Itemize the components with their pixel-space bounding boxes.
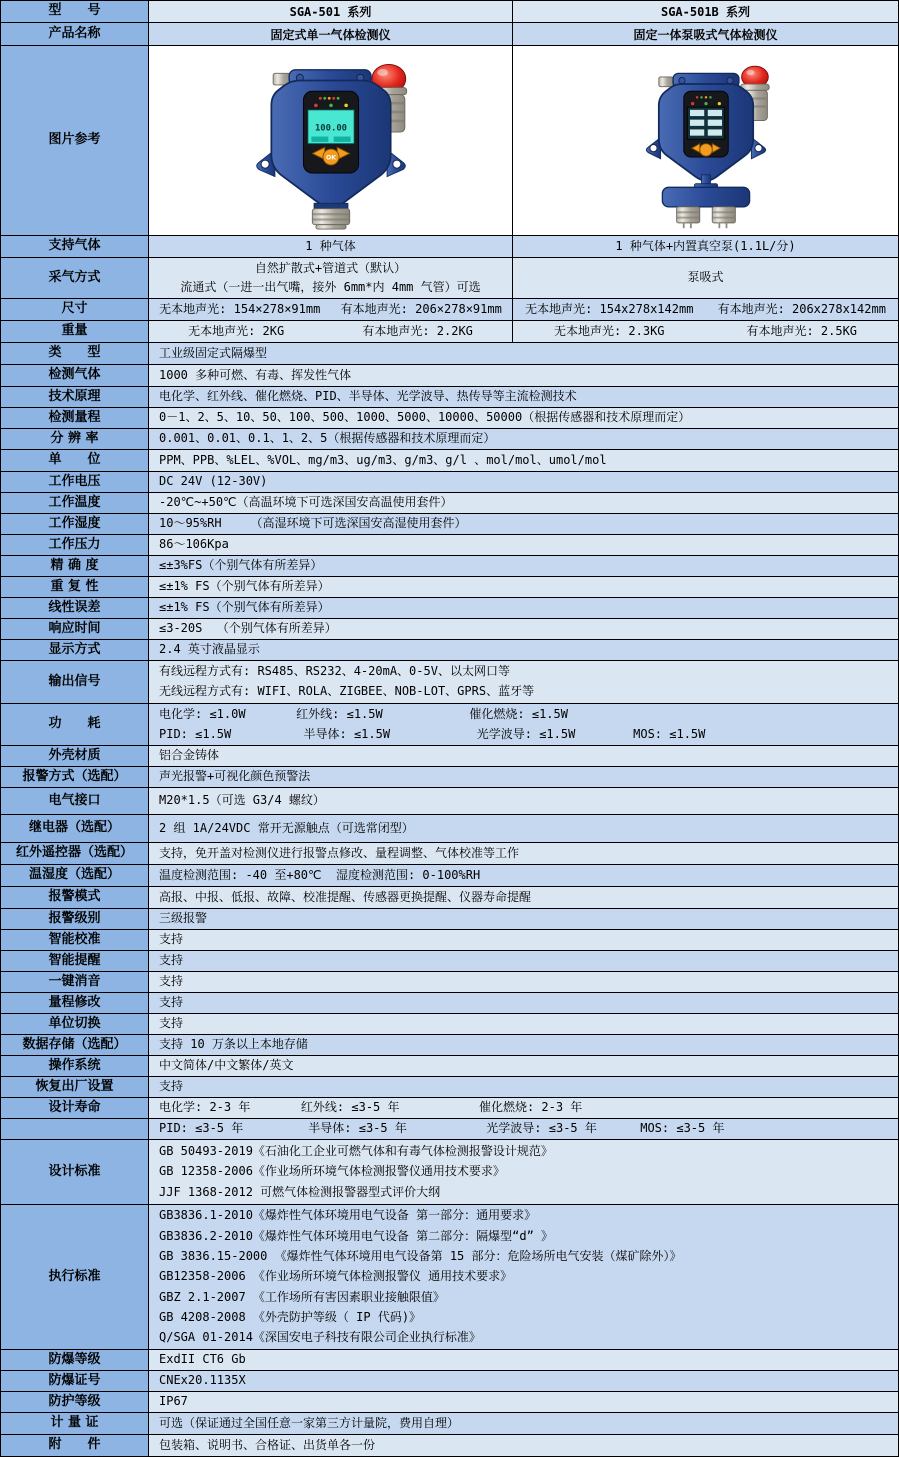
value-line: GB12358-2006 《作业场所环境气体检测报警仪 通用技术要求》 [159, 1269, 513, 1284]
spec-row-label: 工作湿度 [1, 514, 149, 534]
spec-row-label: 操作系统 [1, 1056, 149, 1076]
fault-led-icon [344, 103, 348, 107]
value-line: Q/SGA 01-2014《深国安电子科技有限公司企业执行标准》 [159, 1330, 481, 1345]
product-name-label: 产品名称 [1, 23, 149, 45]
value-line: 支持 [159, 995, 184, 1010]
pump-base [662, 187, 749, 207]
spec-row-label: 工作电压 [1, 472, 149, 492]
series2-value [512, 299, 898, 320]
value-line: DC 24V (12-30V) [159, 474, 268, 489]
spec-row-label: 执行标准 [1, 1205, 149, 1349]
spec-row-value [149, 704, 898, 745]
spec-row-value [149, 535, 898, 555]
spec-row-value [149, 514, 898, 534]
series1-value [149, 321, 512, 342]
spec-row [1, 365, 898, 387]
spec-row-value [149, 930, 898, 950]
value-line: GB 4208-2008 《外壳防护等级（ IP 代码)》 [159, 1309, 422, 1324]
spec-row [1, 619, 898, 640]
image-row-label: 图片参考 [1, 46, 149, 235]
value-line: ≤3-20S （个别气体有所差异） [159, 621, 337, 636]
value-line: GBZ 2.1-2007 《工作场所有害因素职业接触限值》 [159, 1289, 445, 1304]
spec-row-label: 报警模式 [1, 887, 149, 908]
spec-row-value [149, 843, 898, 864]
value-line: 铝合金铸体 [159, 748, 220, 763]
spec-row [1, 972, 898, 993]
value-segment: 无本地声光: 154x278x142mm [525, 301, 694, 316]
spec-row [1, 236, 898, 258]
spec-row [1, 865, 898, 887]
value-line: 10～95%RH （高湿环境下可选深国安高湿使用套件） [159, 516, 467, 531]
spec-row [1, 1140, 898, 1205]
value-line: IP67 [159, 1394, 188, 1409]
series2-value [512, 236, 898, 257]
spec-row-value [149, 909, 898, 929]
spec-row-value [149, 1098, 898, 1118]
display-panel [683, 91, 728, 157]
value-line: 支持 [159, 974, 184, 989]
spec-row-value [149, 746, 898, 766]
value-line: 声光报警+可视化颜色预警法 [159, 769, 311, 784]
value-line: 0－1、2、5、10、50、100、500、1000、5000、10000、50000（根据传感器和技术原理而定） [159, 410, 691, 425]
spec-row-value [149, 815, 898, 842]
spec-row [1, 930, 898, 951]
spec-row [1, 1350, 898, 1371]
spec-row [1, 321, 898, 343]
spec-row-label: 精 确 度 [1, 556, 149, 576]
value-line: 0.001、0.01、0.1、1、2、5（根据传感器和技术原理而定） [159, 431, 496, 446]
spec-row [1, 556, 898, 577]
value-line: GB3836.1-2010《爆炸性气体环境用电气设备 第一部分：通用要求》 [159, 1208, 537, 1223]
value-line: 电化学、红外线、催化燃烧、PID、半导体、光学波导、热传导等主流检测技术 [159, 389, 577, 404]
value-line: 可选（保证通过全国任意一家第三方计量院，费用自理） [159, 1415, 460, 1430]
spec-row-value [149, 1413, 898, 1434]
value-segment: 无本地声光: 2.3KG [553, 323, 665, 338]
spec-row [1, 951, 898, 972]
spec-row-label: 一键消音 [1, 972, 149, 992]
series2-value [512, 321, 898, 342]
spec-row-value [149, 1119, 898, 1139]
value-line: -20℃~+50℃（高温环境下可选深国安高温使用套件） [159, 495, 453, 510]
value-line: 流通式（一进一出气嘴，接外 6mm*内 4mm 气管）可选 [180, 279, 481, 294]
value-line: M20*1.5（可选 G3/4 螺纹） [159, 793, 325, 808]
spec-row [1, 429, 898, 450]
spec-row [1, 1014, 898, 1035]
spec-row [1, 767, 898, 788]
value-line: 泵吸式 [687, 270, 724, 285]
spec-row-label: 附 件 [1, 1435, 149, 1456]
spec-row [1, 408, 898, 429]
spec-row-value [149, 493, 898, 513]
spec-row-label: 单位切换 [1, 1014, 149, 1034]
value-line: 温度检测范围: -40 至+80℃ 湿度检测范围: 0-100%RH [159, 867, 481, 882]
spec-row-label: 尺寸 [1, 299, 149, 320]
spec-row [1, 493, 898, 514]
spec-row-label: 检测气体 [1, 365, 149, 386]
spec-row-value [149, 1392, 898, 1412]
spec-row-value [149, 640, 898, 660]
spec-row-value [149, 365, 898, 386]
value-segment: 无本地声光: 154×278×91mm [159, 301, 321, 316]
spec-row-label: 线性误差 [1, 598, 149, 618]
spec-row-value [149, 1350, 898, 1370]
spec-row [1, 598, 898, 619]
value-line: 三级报警 [159, 911, 208, 926]
series2-value [512, 258, 898, 298]
model-row [1, 1, 898, 23]
spec-row [1, 704, 898, 746]
spec-row-label: 智能校准 [1, 930, 149, 950]
value-line: 支持，免开盖对检测仪进行报警点修改、量程调整、气体校准等工作 [159, 845, 520, 860]
spec-row [1, 472, 898, 493]
spec-row-label: 继电器（选配） [1, 815, 149, 842]
power-led-icon [329, 103, 333, 107]
spec-row [1, 1371, 898, 1392]
spec-row-label: 支持气体 [1, 236, 149, 257]
model-row-label: 型 号 [1, 1, 149, 22]
spec-row [1, 1413, 898, 1435]
gas-detector-illustration [225, 52, 437, 230]
spec-row [1, 909, 898, 930]
spec-row-value [149, 343, 898, 364]
spec-row [1, 258, 898, 299]
value-segment: 有本地声光: 2.2KG [362, 323, 473, 338]
value-line: 无线远程方式有: WIFI、ROLA、ZIGBEE、NOB-LOT、GPRS、蓝牙等 [159, 684, 535, 699]
value-line: 包装箱、说明书、合格证、出货单各一份 [159, 1437, 376, 1452]
product-name-row [1, 23, 898, 46]
value-segment: 无本地声光: 2KG [188, 323, 285, 338]
spec-row [1, 1056, 898, 1077]
value-line: ExdII CT6 Gb [159, 1352, 246, 1367]
value-line [149, 323, 512, 340]
value-line: PID: ≤1.5W 半导体: ≤1.5W 光学波导: ≤1.5W MOS: ≤1.5W [159, 726, 706, 741]
series1-value [149, 299, 512, 320]
spec-row-label: 量程修改 [1, 993, 149, 1013]
value-line: 支持 10 万条以上本地存储 [159, 1037, 308, 1052]
spec-row-label: 显示方式 [1, 640, 149, 660]
cable-gland-icon [658, 76, 672, 86]
value-line: 2.4 英寸液晶显示 [159, 642, 260, 657]
spec-row-label: 工作温度 [1, 493, 149, 513]
spec-row-label: 重量 [1, 321, 149, 342]
spec-row-value [149, 1371, 898, 1391]
spec-row-value [149, 1056, 898, 1076]
spec-row-value [149, 450, 898, 471]
value-line [513, 323, 898, 340]
spec-row-label: 计 量 证 [1, 1413, 149, 1434]
spec-row-value [149, 1435, 898, 1456]
spec-row-value [149, 577, 898, 597]
value-line: GB 50493-2019《石油化工企业可燃气体和有毒气体检测报警设计规范》 [159, 1143, 553, 1158]
spec-row [1, 1392, 898, 1413]
spec-row-label: 数据存储（选配） [1, 1035, 149, 1055]
spec-row [1, 661, 898, 704]
value-line: PPM、PPB、%LEL、%VOL、mg/m3、ug/m3、g/m3、g/l 、mol/mol、umol/mol [159, 452, 607, 467]
spec-row-label: 单 位 [1, 450, 149, 471]
value-line: 2 组 1A/24VDC 常开无源触点（可选常闭型） [159, 820, 414, 835]
spec-row [1, 1119, 898, 1140]
value-line: 工业级固定式隔爆型 [159, 345, 268, 360]
spec-row-label: 智能提醒 [1, 951, 149, 971]
spec-row-value [149, 598, 898, 618]
spec-row [1, 387, 898, 408]
product-image-sga501 [149, 46, 512, 235]
spec-row-value [149, 556, 898, 576]
sensor-head-icon [676, 206, 699, 227]
spec-row-label: 温湿度（选配） [1, 865, 149, 886]
spec-row-label: 功 耗 [1, 704, 149, 745]
spec-row-label: 设计寿命 [1, 1098, 149, 1118]
spec-row [1, 788, 898, 815]
spec-row [1, 887, 898, 909]
image-row [1, 46, 898, 236]
spec-row-value [149, 1035, 898, 1055]
spec-row-value [149, 619, 898, 639]
value-line: 支持 [159, 1016, 184, 1031]
spec-row [1, 1098, 898, 1119]
spec-row-value [149, 972, 898, 992]
spec-row [1, 993, 898, 1014]
spec-row [1, 746, 898, 767]
value-line: ≤±1% FS（个别气体有所差异） [159, 600, 330, 615]
value-line: PID: ≤3-5 年 半导体: ≤3-5 年 光学波导: ≤3-5 年 MOS: ≤3-5 年 [159, 1121, 725, 1136]
spec-row-value [149, 661, 898, 703]
spec-row-value [149, 993, 898, 1013]
product-name-series1: 固定式单一气体检测仪 [270, 27, 391, 42]
value-line: 电化学: 2-3 年 红外线: ≤3-5 年 催化燃烧: 2-3 年 [159, 1100, 583, 1115]
value-line: 支持 [159, 1079, 184, 1094]
spec-row-value [149, 408, 898, 428]
spec-row-label: 输出信号 [1, 661, 149, 703]
spec-row-label: 技术原理 [1, 387, 149, 407]
spec-row-label: 报警级别 [1, 909, 149, 929]
spec-row [1, 1035, 898, 1056]
spec-row [1, 1205, 898, 1350]
spec-row-value [149, 865, 898, 886]
display-panel [303, 91, 358, 173]
spec-row-value [149, 887, 898, 908]
value-line: 1000 多种可燃、有毒、挥发性气体 [159, 367, 352, 382]
value-line: CNEx20.1135X [159, 1373, 246, 1388]
spec-row [1, 343, 898, 365]
spec-row-value [149, 1014, 898, 1034]
spec-row-value [149, 951, 898, 971]
spec-row-label: 重 复 性 [1, 577, 149, 597]
value-line: 支持 [159, 953, 184, 968]
spec-row [1, 843, 898, 865]
spec-row-label: 检测量程 [1, 408, 149, 428]
series1-value [149, 236, 512, 257]
spec-row-value [149, 1140, 898, 1204]
sensor-head-icon [712, 206, 735, 227]
value-segment: 有本地声光: 206×278×91mm [340, 301, 502, 316]
ok-button-icon [699, 143, 711, 155]
spec-row-value [149, 472, 898, 492]
spec-row-label: 采气方式 [1, 258, 149, 298]
spec-row-label: 外壳材质 [1, 746, 149, 766]
spec-row-value [149, 1205, 898, 1349]
value-segment: 有本地声光: 2.5KG [746, 323, 858, 338]
spec-row-label: 红外遥控器（选配） [1, 843, 149, 864]
full-rows-section [1, 343, 898, 1457]
value-line: 1 种气体+内置真空泵(1.1L/分) [615, 238, 796, 253]
spec-row [1, 450, 898, 472]
spec-row-label: 分 辨 率 [1, 429, 149, 449]
value-line: ≤±3%FS（个别气体有所差异） [159, 558, 323, 573]
spec-row-label: 类 型 [1, 343, 149, 364]
lcd-reading: 100.00 [314, 122, 347, 133]
spec-row-value [149, 429, 898, 449]
spec-row-label: 防爆等级 [1, 1350, 149, 1370]
alarm-led-icon [314, 103, 318, 107]
spec-row [1, 640, 898, 661]
value-line: 高报、中报、低报、故障、校准提醒、传感器更换提醒、仪器寿命提醒 [159, 889, 532, 904]
series2-header: SGA-501B 系列 [512, 1, 898, 22]
spec-row-label: 设计标准 [1, 1140, 149, 1204]
spec-row-label: 防爆证号 [1, 1371, 149, 1391]
value-line: GB3836.2-2010《爆炸性气体环境用电气设备 第二部分：隔爆型“d” 》 [159, 1228, 554, 1243]
series1-value [149, 258, 512, 298]
spec-row [1, 535, 898, 556]
spec-row [1, 577, 898, 598]
sensor-head-icon [312, 203, 349, 229]
spec-row-label: 工作压力 [1, 535, 149, 555]
split-rows-section [1, 236, 898, 343]
value-line: 自然扩散式+管道式（默认） [254, 260, 407, 275]
value-line: JJF 1368-2012 可燃气体检测报警器型式评价大纲 [159, 1184, 441, 1199]
spec-row-label [1, 1119, 149, 1139]
spec-row-value [149, 788, 898, 814]
spec-row [1, 815, 898, 843]
product-name-series2: 固定一体泵吸式气体检测仪 [512, 23, 898, 45]
spec-row-label: 恢复出厂设置 [1, 1077, 149, 1097]
series1-header: SGA-501 系列 [289, 5, 372, 19]
value-line: 1 种气体 [305, 238, 356, 253]
spec-row-label: 响应时间 [1, 619, 149, 639]
value-line: 中文简体/中文繁体/英文 [159, 1058, 294, 1073]
spec-row-label: 报警方式（选配） [1, 767, 149, 787]
spec-row-label: 防护等级 [1, 1392, 149, 1412]
spec-row [1, 299, 898, 321]
product-image-sga501b [512, 46, 898, 235]
spec-row-value [149, 767, 898, 787]
value-line: 有线远程方式有: RS485、RS232、4-20mA、0-5V、以太网口等 [159, 664, 510, 679]
value-line: 电化学: ≤1.0W 红外线: ≤1.5W 催化燃烧: ≤1.5W [159, 707, 568, 722]
value-line: GB 3836.15-2000 《爆炸性气体环境用电气设备第 15 部分：危险场所电气安装（煤矿除外）》 [159, 1249, 682, 1263]
value-line: ≤±1% FS（个别气体有所差异） [159, 579, 330, 594]
spec-row [1, 514, 898, 535]
value-line: GB 12358-2006《作业场所环境气体检测报警仪通用技术要求》 [159, 1164, 505, 1179]
value-line: 86～106Kpa [159, 537, 229, 552]
spec-row [1, 1077, 898, 1098]
spec-row-label: 电气接口 [1, 788, 149, 814]
value-segment: 有本地声光: 206x278x142mm [717, 301, 886, 316]
value-line [513, 301, 898, 318]
value-line [149, 301, 512, 318]
spec-row-value [149, 387, 898, 407]
value-line: 支持 [159, 932, 184, 947]
ok-button-label: OK [325, 154, 336, 162]
pump-gas-detector-illustration [600, 52, 812, 230]
spec-row-value [149, 1077, 898, 1097]
